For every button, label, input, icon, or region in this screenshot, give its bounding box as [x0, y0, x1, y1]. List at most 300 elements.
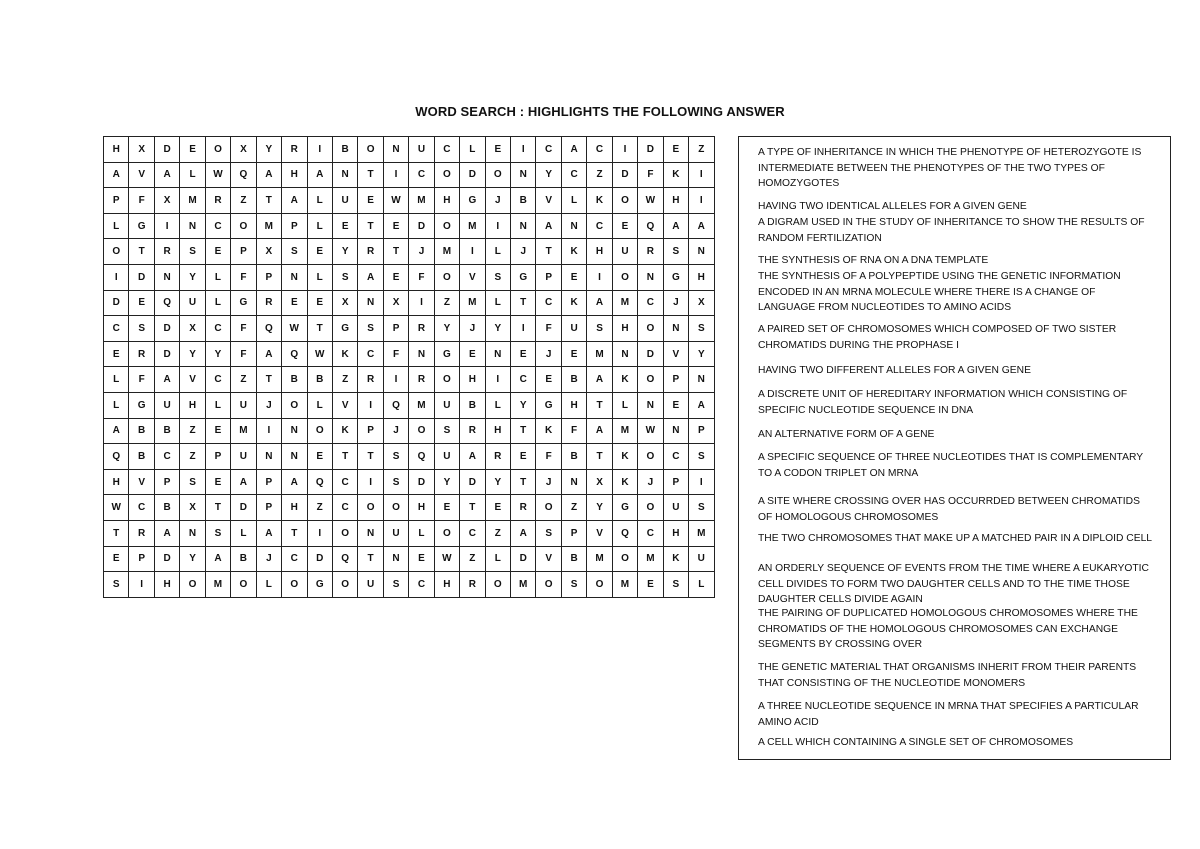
grid-cell[interactable]: J	[409, 239, 434, 265]
grid-cell[interactable]: H	[689, 264, 714, 290]
grid-cell[interactable]: W	[282, 316, 307, 342]
grid-cell[interactable]: D	[409, 469, 434, 495]
grid-cell[interactable]: O	[485, 162, 510, 188]
grid-cell[interactable]: A	[205, 546, 230, 572]
grid-cell[interactable]: M	[460, 290, 485, 316]
grid-cell[interactable]: A	[231, 469, 256, 495]
grid-cell[interactable]: E	[434, 495, 459, 521]
grid-cell[interactable]: I	[104, 264, 129, 290]
grid-cell[interactable]: E	[638, 572, 663, 598]
grid-cell[interactable]: G	[307, 572, 332, 598]
grid-cell[interactable]: X	[180, 495, 205, 521]
grid-cell[interactable]: X	[154, 188, 179, 214]
grid-cell[interactable]: Z	[587, 162, 612, 188]
grid-cell[interactable]: Y	[205, 341, 230, 367]
grid-cell[interactable]: W	[104, 495, 129, 521]
grid-cell[interactable]: D	[460, 162, 485, 188]
grid-cell[interactable]: W	[383, 188, 408, 214]
grid-cell[interactable]: V	[332, 392, 357, 418]
grid-cell[interactable]: K	[663, 546, 688, 572]
grid-cell[interactable]: A	[256, 520, 281, 546]
grid-cell[interactable]: V	[180, 367, 205, 393]
grid-cell[interactable]: J	[663, 290, 688, 316]
grid-cell[interactable]: M	[612, 418, 637, 444]
grid-cell[interactable]: J	[256, 392, 281, 418]
grid-cell[interactable]: I	[383, 162, 408, 188]
grid-cell[interactable]: L	[307, 188, 332, 214]
grid-cell[interactable]: L	[689, 572, 714, 598]
grid-cell[interactable]: R	[282, 137, 307, 163]
grid-cell[interactable]: N	[256, 444, 281, 470]
grid-cell[interactable]: K	[561, 290, 586, 316]
grid-cell[interactable]: B	[307, 367, 332, 393]
grid-cell[interactable]: C	[638, 290, 663, 316]
grid-cell[interactable]: D	[612, 162, 637, 188]
grid-cell[interactable]: G	[511, 264, 536, 290]
grid-cell[interactable]: O	[332, 520, 357, 546]
grid-cell[interactable]: O	[434, 162, 459, 188]
grid-cell[interactable]: T	[587, 392, 612, 418]
grid-cell[interactable]: K	[587, 188, 612, 214]
grid-cell[interactable]: U	[180, 290, 205, 316]
grid-cell[interactable]: S	[104, 572, 129, 598]
grid-cell[interactable]: O	[638, 316, 663, 342]
grid-cell[interactable]: K	[612, 367, 637, 393]
grid-cell[interactable]: T	[256, 188, 281, 214]
grid-cell[interactable]: U	[434, 392, 459, 418]
grid-cell[interactable]: X	[587, 469, 612, 495]
grid-cell[interactable]: S	[332, 264, 357, 290]
grid-cell[interactable]: C	[561, 162, 586, 188]
grid-cell[interactable]: N	[383, 137, 408, 163]
grid-cell[interactable]: Q	[154, 290, 179, 316]
grid-cell[interactable]: R	[154, 239, 179, 265]
grid-cell[interactable]: P	[231, 239, 256, 265]
grid-cell[interactable]: P	[104, 188, 129, 214]
grid-cell[interactable]: I	[383, 367, 408, 393]
grid-cell[interactable]: E	[460, 341, 485, 367]
grid-cell[interactable]: N	[638, 264, 663, 290]
grid-cell[interactable]: R	[460, 572, 485, 598]
grid-cell[interactable]: Z	[307, 495, 332, 521]
grid-cell[interactable]: V	[460, 264, 485, 290]
grid-cell[interactable]: M	[409, 392, 434, 418]
grid-cell[interactable]: T	[358, 213, 383, 239]
grid-cell[interactable]: D	[231, 495, 256, 521]
grid-cell[interactable]: L	[307, 392, 332, 418]
grid-cell[interactable]: U	[231, 392, 256, 418]
grid-cell[interactable]: Q	[332, 546, 357, 572]
grid-cell[interactable]: E	[129, 290, 154, 316]
grid-cell[interactable]: A	[460, 444, 485, 470]
grid-cell[interactable]: S	[663, 572, 688, 598]
grid-cell[interactable]: Y	[485, 316, 510, 342]
grid-cell[interactable]: E	[205, 418, 230, 444]
grid-cell[interactable]: A	[256, 162, 281, 188]
grid-cell[interactable]: A	[587, 290, 612, 316]
grid-cell[interactable]: T	[511, 290, 536, 316]
grid-cell[interactable]: T	[383, 239, 408, 265]
grid-cell[interactable]: S	[129, 316, 154, 342]
grid-cell[interactable]: D	[638, 137, 663, 163]
grid-cell[interactable]: S	[434, 418, 459, 444]
grid-cell[interactable]: E	[180, 137, 205, 163]
grid-cell[interactable]: Z	[332, 367, 357, 393]
grid-cell[interactable]: M	[231, 418, 256, 444]
grid-cell[interactable]: E	[383, 264, 408, 290]
grid-cell[interactable]: L	[256, 572, 281, 598]
grid-cell[interactable]: U	[612, 239, 637, 265]
grid-cell[interactable]: U	[358, 572, 383, 598]
grid-cell[interactable]: G	[332, 316, 357, 342]
grid-cell[interactable]: Z	[460, 546, 485, 572]
grid-cell[interactable]: R	[485, 444, 510, 470]
grid-cell[interactable]: O	[536, 495, 561, 521]
grid-cell[interactable]: L	[104, 367, 129, 393]
grid-cell[interactable]: T	[129, 239, 154, 265]
grid-cell[interactable]: S	[180, 239, 205, 265]
grid-cell[interactable]: S	[536, 520, 561, 546]
grid-cell[interactable]: B	[154, 495, 179, 521]
grid-cell[interactable]: P	[282, 213, 307, 239]
grid-cell[interactable]: A	[689, 392, 714, 418]
grid-cell[interactable]: N	[511, 213, 536, 239]
grid-cell[interactable]: S	[663, 239, 688, 265]
grid-cell[interactable]: J	[460, 316, 485, 342]
grid-cell[interactable]: F	[129, 367, 154, 393]
grid-cell[interactable]: P	[561, 520, 586, 546]
grid-cell[interactable]: E	[536, 367, 561, 393]
grid-cell[interactable]: M	[612, 290, 637, 316]
grid-cell[interactable]: J	[536, 469, 561, 495]
grid-cell[interactable]: R	[460, 418, 485, 444]
grid-cell[interactable]: W	[638, 418, 663, 444]
grid-cell[interactable]: E	[307, 444, 332, 470]
grid-cell[interactable]: J	[511, 239, 536, 265]
grid-cell[interactable]: W	[434, 546, 459, 572]
grid-cell[interactable]: G	[231, 290, 256, 316]
grid-cell[interactable]: F	[231, 341, 256, 367]
grid-cell[interactable]: S	[561, 572, 586, 598]
grid-cell[interactable]: G	[663, 264, 688, 290]
grid-cell[interactable]: A	[256, 341, 281, 367]
grid-cell[interactable]: L	[561, 188, 586, 214]
grid-cell[interactable]: N	[332, 162, 357, 188]
grid-cell[interactable]: Q	[282, 341, 307, 367]
grid-cell[interactable]: P	[689, 418, 714, 444]
grid-cell[interactable]: O	[231, 572, 256, 598]
grid-cell[interactable]: L	[485, 546, 510, 572]
grid-cell[interactable]: T	[307, 316, 332, 342]
grid-cell[interactable]: M	[460, 213, 485, 239]
grid-cell[interactable]: E	[205, 469, 230, 495]
grid-cell[interactable]: L	[485, 239, 510, 265]
grid-cell[interactable]: M	[689, 520, 714, 546]
grid-cell[interactable]: Q	[231, 162, 256, 188]
grid-cell[interactable]: G	[460, 188, 485, 214]
grid-cell[interactable]: E	[485, 495, 510, 521]
grid-cell[interactable]: F	[231, 264, 256, 290]
grid-cell[interactable]: D	[154, 316, 179, 342]
grid-cell[interactable]: K	[663, 162, 688, 188]
grid-cell[interactable]: O	[612, 188, 637, 214]
grid-cell[interactable]: A	[307, 162, 332, 188]
grid-cell[interactable]: C	[587, 137, 612, 163]
grid-cell[interactable]: H	[180, 392, 205, 418]
grid-cell[interactable]: D	[460, 469, 485, 495]
grid-cell[interactable]: U	[561, 316, 586, 342]
grid-cell[interactable]: L	[460, 137, 485, 163]
grid-cell[interactable]: O	[409, 418, 434, 444]
grid-cell[interactable]: N	[383, 546, 408, 572]
grid-cell[interactable]: P	[256, 469, 281, 495]
grid-cell[interactable]: Q	[307, 469, 332, 495]
grid-cell[interactable]: L	[307, 213, 332, 239]
grid-cell[interactable]: B	[154, 418, 179, 444]
grid-cell[interactable]: U	[663, 495, 688, 521]
grid-cell[interactable]: S	[180, 469, 205, 495]
grid-cell[interactable]: E	[511, 341, 536, 367]
grid-cell[interactable]: R	[511, 495, 536, 521]
grid-cell[interactable]: B	[561, 444, 586, 470]
grid-cell[interactable]: M	[205, 572, 230, 598]
grid-cell[interactable]: B	[129, 444, 154, 470]
grid-cell[interactable]: D	[409, 213, 434, 239]
grid-cell[interactable]: C	[536, 137, 561, 163]
grid-cell[interactable]: I	[129, 572, 154, 598]
grid-cell[interactable]: L	[485, 392, 510, 418]
grid-cell[interactable]: C	[536, 290, 561, 316]
grid-cell[interactable]: Y	[434, 316, 459, 342]
grid-cell[interactable]: C	[638, 520, 663, 546]
grid-cell[interactable]: S	[282, 239, 307, 265]
grid-cell[interactable]: O	[638, 444, 663, 470]
grid-cell[interactable]: E	[663, 392, 688, 418]
grid-cell[interactable]: B	[231, 546, 256, 572]
grid-cell[interactable]: S	[689, 495, 714, 521]
grid-cell[interactable]: A	[587, 367, 612, 393]
grid-cell[interactable]: O	[383, 495, 408, 521]
grid-cell[interactable]: D	[104, 290, 129, 316]
grid-cell[interactable]: Y	[434, 469, 459, 495]
grid-cell[interactable]: X	[180, 316, 205, 342]
grid-cell[interactable]: E	[104, 341, 129, 367]
grid-cell[interactable]: T	[511, 418, 536, 444]
grid-cell[interactable]: K	[536, 418, 561, 444]
grid-cell[interactable]: N	[154, 264, 179, 290]
grid-cell[interactable]: Q	[638, 213, 663, 239]
grid-cell[interactable]: E	[485, 137, 510, 163]
grid-cell[interactable]: H	[434, 188, 459, 214]
grid-cell[interactable]: Z	[231, 367, 256, 393]
grid-cell[interactable]: A	[689, 213, 714, 239]
grid-cell[interactable]: C	[434, 137, 459, 163]
grid-cell[interactable]: F	[231, 316, 256, 342]
grid-cell[interactable]: Y	[180, 341, 205, 367]
grid-cell[interactable]: I	[358, 469, 383, 495]
grid-cell[interactable]: U	[689, 546, 714, 572]
grid-cell[interactable]: H	[612, 316, 637, 342]
grid-cell[interactable]: E	[282, 290, 307, 316]
grid-cell[interactable]: Y	[180, 264, 205, 290]
grid-cell[interactable]: Z	[180, 418, 205, 444]
grid-cell[interactable]: G	[612, 495, 637, 521]
grid-cell[interactable]: M	[587, 546, 612, 572]
grid-cell[interactable]: A	[104, 418, 129, 444]
grid-cell[interactable]: I	[307, 137, 332, 163]
grid-cell[interactable]: K	[332, 418, 357, 444]
grid-cell[interactable]: C	[104, 316, 129, 342]
grid-cell[interactable]: B	[332, 137, 357, 163]
grid-cell[interactable]: D	[511, 546, 536, 572]
grid-cell[interactable]: A	[282, 469, 307, 495]
grid-cell[interactable]: X	[332, 290, 357, 316]
grid-cell[interactable]: O	[434, 213, 459, 239]
grid-cell[interactable]: O	[612, 264, 637, 290]
grid-cell[interactable]: B	[561, 546, 586, 572]
grid-cell[interactable]: H	[434, 572, 459, 598]
grid-cell[interactable]: N	[282, 444, 307, 470]
grid-cell[interactable]: F	[536, 316, 561, 342]
grid-cell[interactable]: O	[612, 546, 637, 572]
grid-cell[interactable]: T	[460, 495, 485, 521]
grid-cell[interactable]: O	[638, 495, 663, 521]
grid-cell[interactable]: P	[663, 469, 688, 495]
grid-cell[interactable]: W	[205, 162, 230, 188]
grid-cell[interactable]: M	[180, 188, 205, 214]
grid-cell[interactable]: J	[383, 418, 408, 444]
grid-cell[interactable]: C	[332, 469, 357, 495]
grid-cell[interactable]: G	[129, 213, 154, 239]
grid-cell[interactable]: N	[180, 520, 205, 546]
grid-cell[interactable]: B	[129, 418, 154, 444]
grid-cell[interactable]: U	[231, 444, 256, 470]
grid-cell[interactable]: L	[231, 520, 256, 546]
grid-cell[interactable]: N	[561, 469, 586, 495]
grid-cell[interactable]: N	[689, 239, 714, 265]
grid-cell[interactable]: X	[383, 290, 408, 316]
grid-cell[interactable]: Z	[231, 188, 256, 214]
grid-cell[interactable]: T	[358, 162, 383, 188]
grid-cell[interactable]: L	[409, 520, 434, 546]
grid-cell[interactable]: S	[205, 520, 230, 546]
grid-cell[interactable]: Q	[409, 444, 434, 470]
grid-cell[interactable]: F	[561, 418, 586, 444]
grid-cell[interactable]: Z	[689, 137, 714, 163]
grid-cell[interactable]: T	[282, 520, 307, 546]
grid-cell[interactable]: N	[638, 392, 663, 418]
grid-cell[interactable]: E	[358, 188, 383, 214]
grid-cell[interactable]: H	[587, 239, 612, 265]
grid-cell[interactable]: N	[358, 290, 383, 316]
grid-cell[interactable]: O	[104, 239, 129, 265]
grid-cell[interactable]: J	[536, 341, 561, 367]
grid-cell[interactable]: O	[231, 213, 256, 239]
grid-cell[interactable]: H	[663, 188, 688, 214]
grid-cell[interactable]: A	[663, 213, 688, 239]
grid-cell[interactable]: I	[485, 367, 510, 393]
grid-cell[interactable]: P	[383, 316, 408, 342]
grid-cell[interactable]: C	[332, 495, 357, 521]
grid-cell[interactable]: E	[561, 341, 586, 367]
grid-cell[interactable]: E	[612, 213, 637, 239]
grid-cell[interactable]: H	[282, 162, 307, 188]
grid-cell[interactable]: E	[663, 137, 688, 163]
grid-cell[interactable]: H	[409, 495, 434, 521]
grid-cell[interactable]: M	[409, 188, 434, 214]
grid-cell[interactable]: V	[536, 188, 561, 214]
grid-cell[interactable]: T	[256, 367, 281, 393]
grid-cell[interactable]: W	[307, 341, 332, 367]
grid-cell[interactable]: Q	[104, 444, 129, 470]
grid-cell[interactable]: P	[358, 418, 383, 444]
grid-cell[interactable]: N	[561, 213, 586, 239]
grid-cell[interactable]: R	[409, 316, 434, 342]
grid-cell[interactable]: V	[129, 162, 154, 188]
grid-cell[interactable]: O	[282, 392, 307, 418]
grid-cell[interactable]: N	[282, 264, 307, 290]
grid-cell[interactable]: P	[205, 444, 230, 470]
grid-cell[interactable]: K	[612, 444, 637, 470]
grid-cell[interactable]: O	[307, 418, 332, 444]
grid-cell[interactable]: I	[154, 213, 179, 239]
grid-cell[interactable]: L	[485, 290, 510, 316]
grid-cell[interactable]: I	[307, 520, 332, 546]
grid-cell[interactable]: F	[409, 264, 434, 290]
grid-cell[interactable]: P	[154, 469, 179, 495]
grid-cell[interactable]: V	[129, 469, 154, 495]
grid-cell[interactable]: Q	[383, 392, 408, 418]
grid-cell[interactable]: X	[689, 290, 714, 316]
grid-cell[interactable]: C	[205, 316, 230, 342]
grid-cell[interactable]: C	[282, 546, 307, 572]
grid-cell[interactable]: G	[129, 392, 154, 418]
grid-cell[interactable]: R	[129, 341, 154, 367]
grid-cell[interactable]: D	[154, 137, 179, 163]
grid-cell[interactable]: M	[511, 572, 536, 598]
grid-cell[interactable]: E	[205, 239, 230, 265]
grid-cell[interactable]: I	[358, 392, 383, 418]
grid-cell[interactable]: T	[332, 444, 357, 470]
grid-cell[interactable]: I	[689, 162, 714, 188]
grid-cell[interactable]: N	[180, 213, 205, 239]
grid-cell[interactable]: N	[511, 162, 536, 188]
grid-cell[interactable]: B	[460, 392, 485, 418]
grid-cell[interactable]: E	[307, 239, 332, 265]
grid-cell[interactable]: C	[511, 367, 536, 393]
grid-cell[interactable]: R	[358, 367, 383, 393]
grid-cell[interactable]: C	[663, 444, 688, 470]
grid-cell[interactable]: Q	[612, 520, 637, 546]
grid-cell[interactable]: O	[434, 264, 459, 290]
grid-cell[interactable]: K	[612, 469, 637, 495]
grid-cell[interactable]: L	[205, 264, 230, 290]
grid-cell[interactable]: V	[663, 341, 688, 367]
grid-cell[interactable]: T	[358, 444, 383, 470]
grid-cell[interactable]: K	[561, 239, 586, 265]
grid-cell[interactable]: T	[104, 520, 129, 546]
grid-cell[interactable]: O	[485, 572, 510, 598]
grid-cell[interactable]: B	[282, 367, 307, 393]
grid-cell[interactable]: N	[409, 341, 434, 367]
grid-cell[interactable]: E	[409, 546, 434, 572]
grid-cell[interactable]: A	[104, 162, 129, 188]
grid-cell[interactable]: O	[434, 520, 459, 546]
grid-cell[interactable]: Y	[689, 341, 714, 367]
grid-cell[interactable]: O	[358, 137, 383, 163]
grid-cell[interactable]: A	[154, 367, 179, 393]
grid-cell[interactable]: O	[434, 367, 459, 393]
